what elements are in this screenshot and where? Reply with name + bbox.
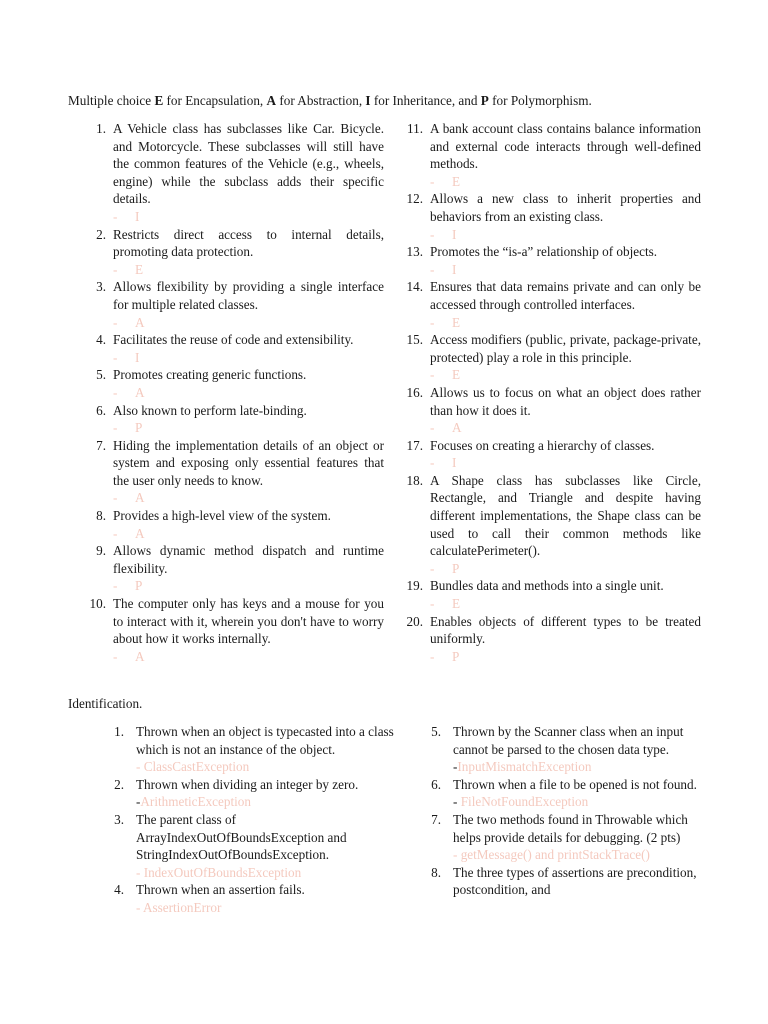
item-number: 2. — [114, 776, 124, 792]
question-number: 16. — [406, 384, 423, 400]
answer-letter: A — [135, 314, 145, 330]
answer-prefix: - — [136, 794, 141, 810]
answer-text: - ClassCastException — [136, 759, 250, 775]
answer-line — [113, 384, 384, 402]
item-number: 5. — [431, 724, 441, 739]
question-item — [403, 120, 701, 190]
question-item — [86, 595, 384, 665]
answer-letter: A — [135, 525, 145, 541]
question-text: Provides a high-level view of the system. — [113, 508, 331, 524]
question-number: 19. — [406, 578, 423, 594]
question-number: 17. — [406, 437, 423, 453]
answer-line — [113, 349, 384, 367]
question-item — [403, 243, 701, 278]
answer-line — [430, 648, 701, 666]
question-item — [86, 542, 384, 595]
question-number: 14. — [406, 279, 423, 295]
answer-letter: I — [452, 261, 457, 277]
question-item — [86, 331, 384, 366]
item-text: Thrown by the Scanner class when an input cannot be parsed to the chosen data type. — [453, 724, 684, 757]
answer-letter: A — [135, 490, 145, 506]
instr-e: E — [154, 93, 164, 108]
answer-letter: E — [452, 596, 461, 612]
answer-dash: - — [113, 208, 118, 224]
item-text: The three types of assertions are precondition, postcondition, and — [453, 864, 697, 898]
answer-line — [453, 758, 717, 776]
question-text: Focuses on creating a hierarchy of classes. — [430, 437, 655, 453]
identification-right-column — [427, 723, 717, 899]
instr-pre: Multiple choice — [68, 93, 155, 108]
answer-text: FileNotFoundException — [460, 794, 589, 810]
question-item — [86, 278, 384, 331]
item-text: Thrown when a file to be opened is not found. — [453, 776, 697, 792]
answer-dash: - — [113, 648, 118, 664]
question-item — [86, 437, 384, 507]
question-item — [403, 613, 701, 666]
answer-letter: P — [135, 420, 143, 436]
answer-letter: P — [452, 648, 460, 664]
question-item — [403, 331, 701, 384]
instr-i-text: for Inheritance, and — [370, 93, 481, 108]
answer-letter: A — [452, 420, 462, 436]
answer-line — [136, 758, 400, 776]
multiple-choice-instructions — [68, 92, 592, 110]
question-number: 18. — [406, 472, 423, 488]
question-number: 1. — [96, 121, 106, 136]
answer-dash: - — [113, 490, 118, 506]
answer-line — [113, 489, 384, 507]
answer-dash: - — [430, 596, 435, 612]
answer-prefix: - — [453, 794, 461, 810]
item-number: 3. — [114, 811, 124, 827]
item-text: Thrown when an assertion fails. — [136, 882, 305, 898]
answer-dash: - — [430, 226, 435, 242]
answer-dash: - — [113, 349, 118, 365]
multiple-choice-right-column — [403, 120, 701, 665]
question-number: 11. — [407, 121, 423, 136]
instr-p-text: for Polymorphism. — [488, 93, 592, 108]
question-text: A Shape class has subclasses like Circle, Rectangle, and Triangle and despite having different implementations, the Shape class can be used to call their common methods like calculatePerimeter(). — [430, 472, 701, 559]
item-number: 4. — [114, 882, 124, 898]
answer-line — [136, 793, 400, 811]
answer-line — [136, 899, 400, 917]
answer-dash: - — [430, 314, 435, 330]
identification-item — [110, 881, 400, 916]
item-text: The two methods found in Throwable which helps provide details for debugging. (2 pts) — [453, 811, 688, 845]
answer-dash: - — [113, 261, 118, 277]
item-number: 7. — [431, 811, 441, 827]
instr-i: I — [365, 93, 371, 108]
answer-text: - IndexOutOfBoundsException — [136, 864, 302, 880]
question-number: 7. — [96, 437, 106, 453]
instr-a: A — [266, 93, 277, 108]
question-number: 6. — [96, 402, 106, 418]
answer-letter: E — [135, 261, 144, 277]
answer-text: - AssertionError — [136, 899, 222, 915]
answer-letter: I — [135, 349, 140, 365]
question-number: 13. — [406, 244, 423, 260]
answer-dash: - — [430, 367, 435, 383]
answer-line — [430, 454, 701, 472]
question-number: 15. — [406, 332, 423, 348]
answer-text: ArithmeticException — [140, 794, 251, 810]
answer-letter: I — [452, 226, 457, 242]
question-number: 3. — [96, 279, 106, 295]
question-text: Promotes creating generic functions. — [113, 367, 307, 383]
answer-dash: - — [430, 648, 435, 664]
question-item — [86, 507, 384, 542]
answer-letter: I — [452, 455, 457, 471]
answer-letter: A — [135, 384, 145, 400]
answer-dash: - — [113, 384, 118, 400]
answer-line — [430, 226, 701, 244]
question-number: 8. — [96, 508, 106, 524]
answer-line — [430, 560, 701, 578]
answer-dash: - — [430, 560, 435, 576]
answer-text: InputMismatchException — [457, 759, 592, 775]
identification-title: Identification. — [68, 696, 143, 711]
item-number: 8. — [431, 864, 441, 880]
question-text: Promotes the “is-a” relationship of objects. — [430, 244, 658, 260]
question-number: 2. — [96, 226, 106, 242]
answer-letter: P — [135, 578, 143, 594]
answer-letter: E — [452, 367, 461, 383]
question-item — [86, 226, 384, 279]
question-text: A bank account class contains balance information and external code interacts through well-defined methods. — [430, 121, 701, 172]
question-number: 4. — [96, 332, 106, 348]
answer-line — [430, 366, 701, 384]
question-text: Allows dynamic method dispatch and runtime flexibility. — [113, 543, 384, 576]
question-number: 10. — [89, 596, 106, 612]
instr-a-text: for Abstraction, — [276, 93, 366, 108]
answer-prefix: - — [453, 759, 458, 775]
identification-item — [427, 723, 717, 776]
question-text: Allows us to focus on what an object does rather than how it does it. — [430, 384, 701, 418]
answer-line — [113, 525, 384, 543]
answer-dash: - — [113, 314, 118, 330]
identification-item — [110, 811, 400, 881]
answer-line — [113, 577, 384, 595]
question-text: Restricts direct access to internal details, promoting data protection. — [113, 226, 384, 260]
question-text: Hiding the implementation details of an object or system and exposing only essential features that the user only needs to know. — [113, 437, 384, 488]
answer-line — [430, 595, 701, 613]
answer-line — [136, 864, 400, 882]
question-item — [403, 577, 701, 612]
answer-text: - getMessage() and printStackTrace() — [453, 847, 650, 863]
question-number: 9. — [96, 543, 106, 559]
question-number: 20. — [406, 613, 423, 629]
question-item — [403, 190, 701, 243]
question-item — [403, 472, 701, 578]
answer-line — [453, 793, 717, 811]
answer-dash: - — [430, 420, 435, 436]
identification-left-column — [110, 723, 400, 917]
answer-dash: - — [113, 525, 118, 541]
multiple-choice-left-column — [86, 120, 384, 665]
answer-line — [113, 648, 384, 666]
identification-item — [427, 864, 717, 899]
item-text: Thrown when an object is typecasted into a class which is not an instance of the object. — [136, 724, 394, 757]
question-text: A Vehicle class has subclasses like Car. Bicycle. and Motorcycle. These subclasses will still have the common features of the Vehicle (e.g., wheels, engine) while the subclass adds their specific details. — [113, 121, 384, 207]
answer-dash: - — [430, 455, 435, 471]
identification-item — [427, 811, 717, 864]
answer-line — [430, 419, 701, 437]
question-item — [86, 120, 384, 226]
answer-dash: - — [113, 578, 118, 594]
question-number: 12. — [406, 191, 423, 207]
item-text: The parent class of ArrayIndexOutOfBoundsException and StringIndexOutOfBoundsException. — [136, 811, 347, 863]
answer-letter: E — [452, 314, 461, 330]
question-text: Access modifiers (public, private, package-private, protected) play a role in this principle. — [430, 332, 701, 365]
question-item — [403, 278, 701, 331]
identification-item — [110, 723, 400, 776]
answer-line — [113, 261, 384, 279]
question-item — [86, 366, 384, 401]
question-text: Also known to perform late-binding. — [113, 402, 307, 418]
question-text: Enables objects of different types to be treated uniformly. — [430, 613, 701, 647]
answer-letter: I — [135, 208, 140, 224]
question-text: Allows flexibility by providing a single interface for multiple related classes. — [113, 279, 384, 312]
question-text: Allows a new class to inherit properties and behaviors from an existing class. — [430, 191, 701, 224]
answer-line — [113, 314, 384, 332]
question-item — [86, 402, 384, 437]
item-number: 6. — [431, 776, 441, 792]
answer-line — [430, 314, 701, 332]
answer-letter: E — [452, 173, 461, 189]
question-text: The computer only has keys and a mouse for you to interact with it, wherein you don't have to worry about how it works internally. — [113, 596, 384, 647]
answer-dash: - — [113, 420, 118, 436]
question-item — [403, 384, 701, 437]
answer-line — [113, 419, 384, 437]
answer-dash: - — [430, 261, 435, 277]
answer-dash: - — [430, 173, 435, 189]
answer-line — [113, 208, 384, 226]
identification-item — [110, 776, 400, 811]
item-number: 1. — [114, 724, 124, 739]
answer-line — [430, 261, 701, 279]
question-number: 5. — [96, 367, 106, 383]
identification-item — [427, 776, 717, 811]
answer-line — [430, 173, 701, 191]
question-text: Bundles data and methods into a single unit. — [430, 578, 664, 594]
instr-p: P — [480, 93, 489, 108]
item-text: Thrown when dividing an integer by zero. — [136, 776, 359, 792]
question-text: Ensures that data remains private and can only be accessed through controlled interfaces. — [430, 279, 701, 312]
answer-letter: P — [452, 560, 460, 576]
answer-line — [453, 846, 717, 864]
question-item — [403, 437, 701, 472]
instr-e-text: for Encapsulation, — [163, 93, 267, 108]
question-text: Facilitates the reuse of code and extensibility. — [113, 332, 354, 348]
answer-letter: A — [135, 648, 145, 664]
